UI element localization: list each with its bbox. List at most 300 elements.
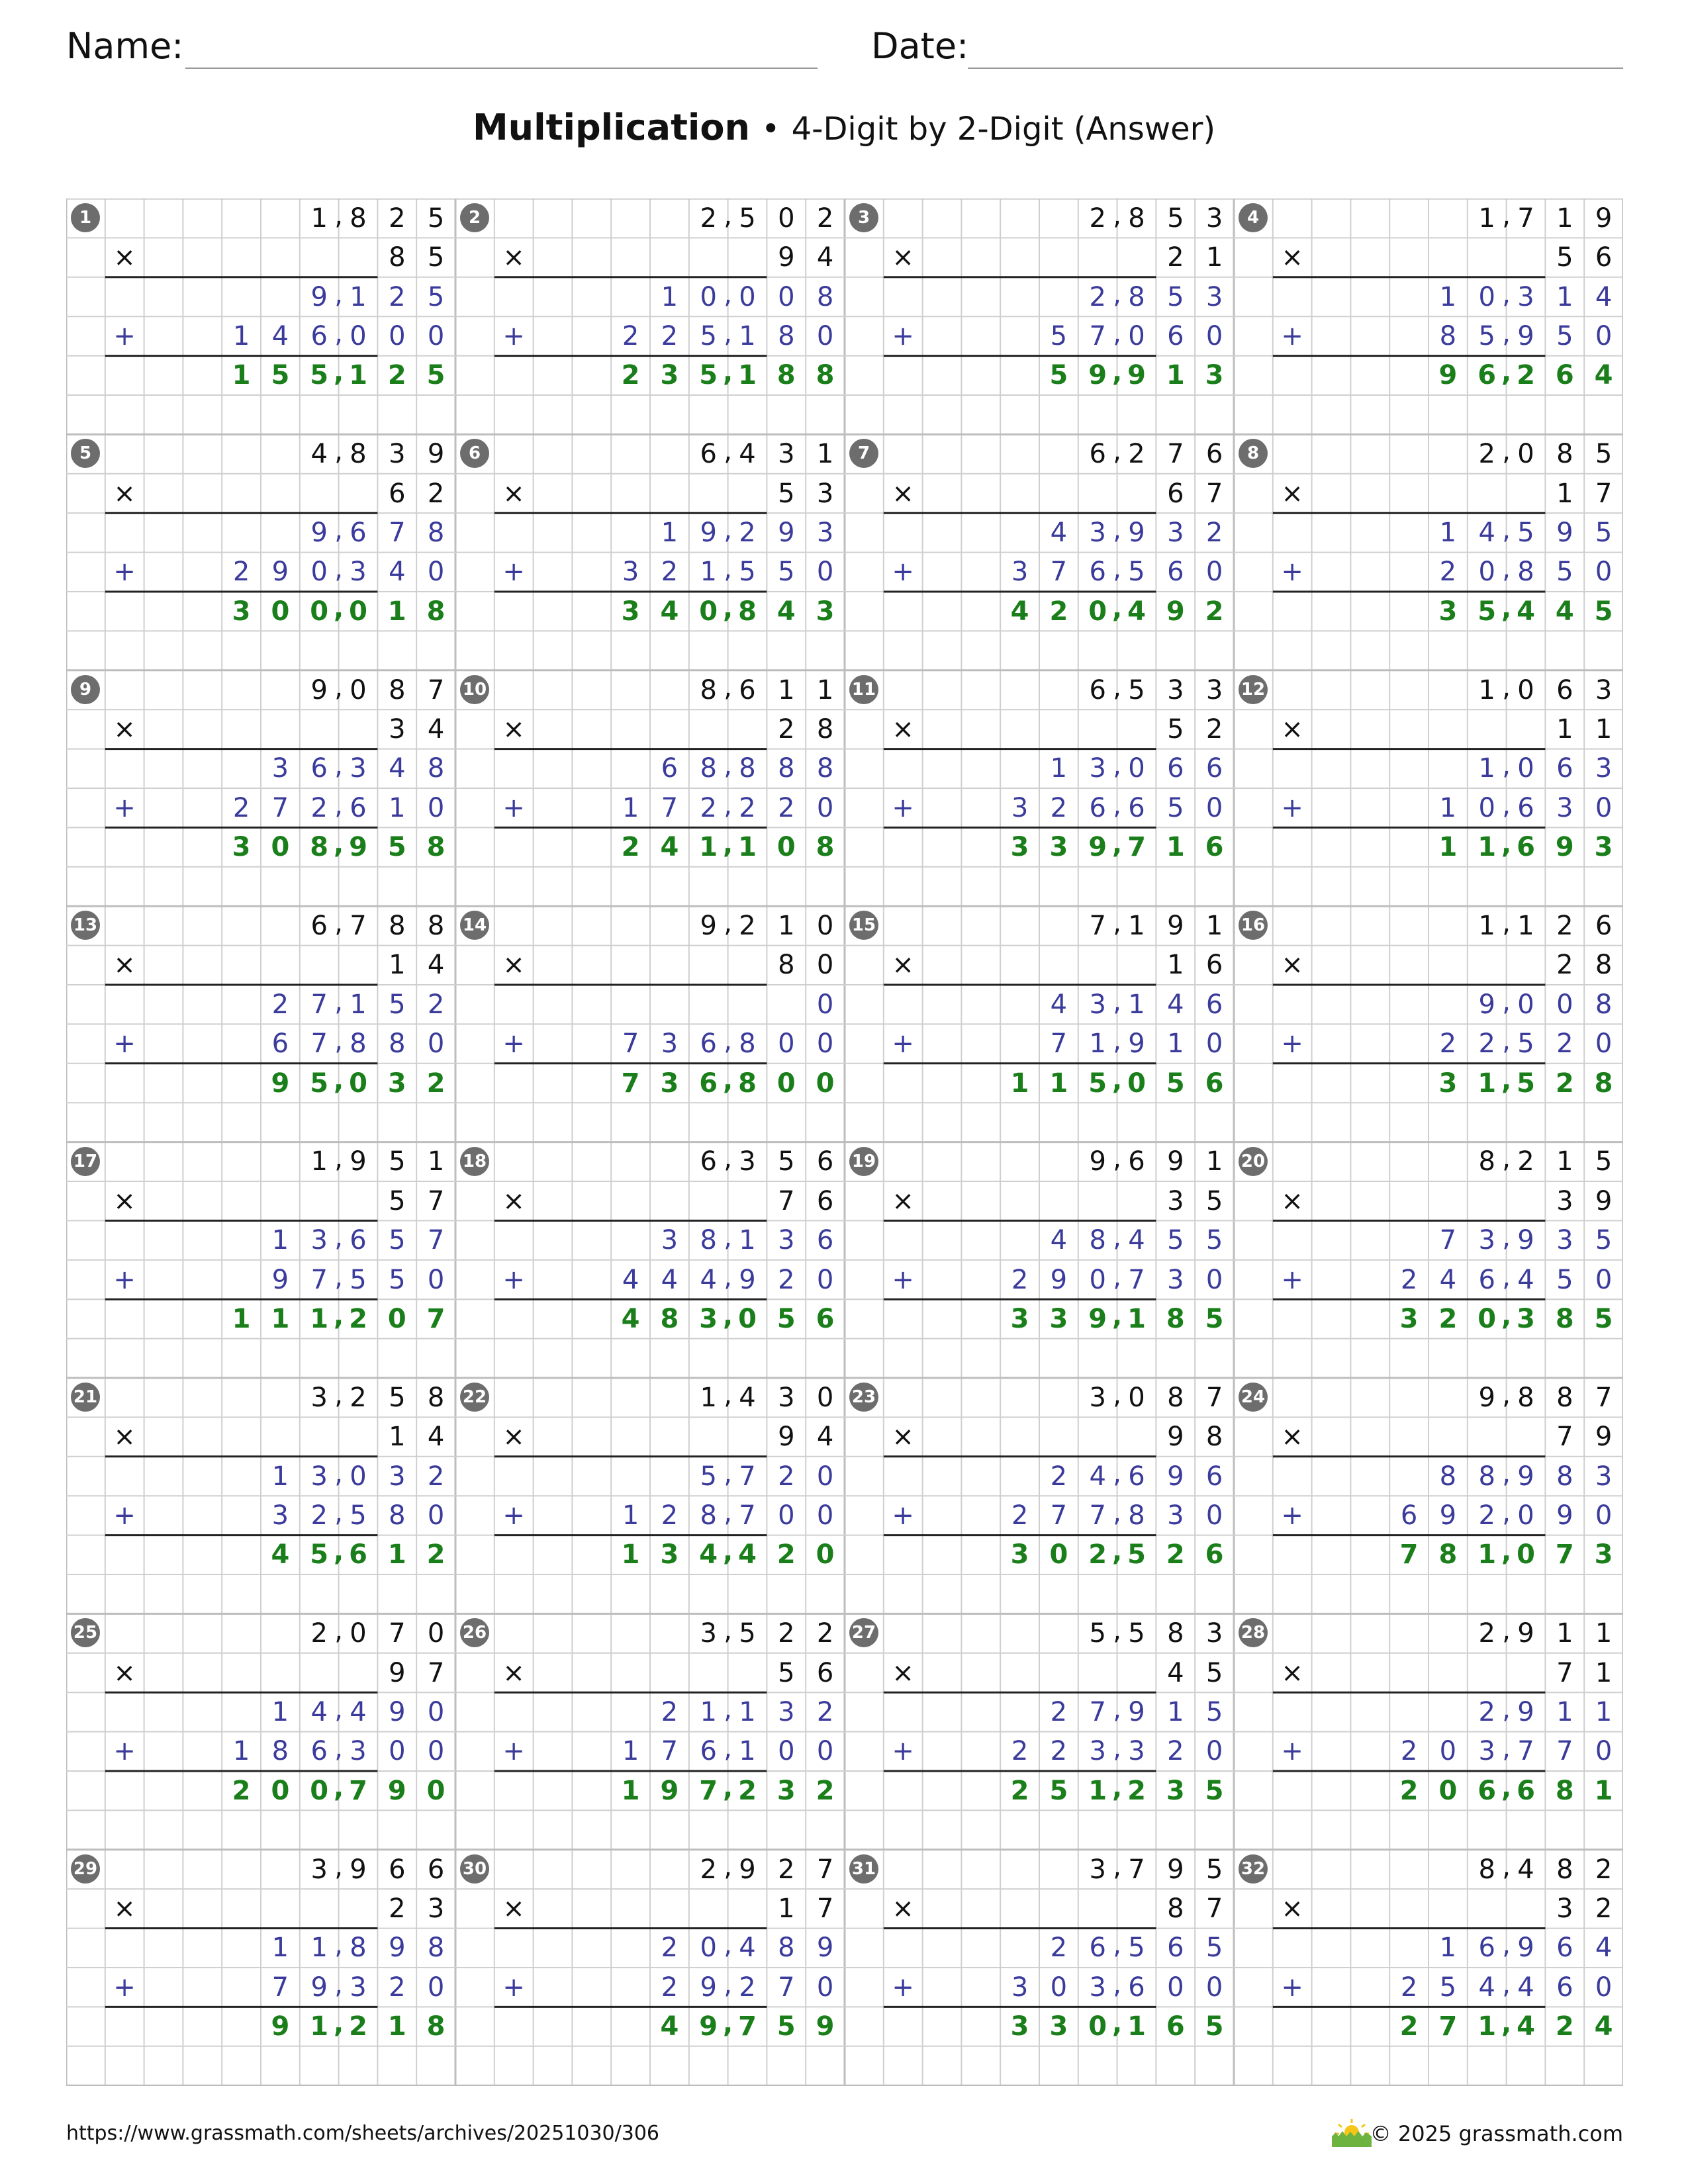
multiplier-digit: 8 [778, 950, 795, 981]
partial-product-1-digit: 2 [739, 517, 756, 548]
answer-digit: 2 [738, 1775, 757, 1806]
thousands-separator: , [724, 790, 732, 821]
answer-digit: 3 [232, 832, 251, 863]
partial-product-2-digit: 0 [427, 1500, 445, 1531]
answer-digit: 3 [1010, 2011, 1029, 2042]
answer-digit: 2 [1399, 1775, 1419, 1806]
partial-product-1-digit: 9 [1556, 517, 1573, 548]
partial-product-1-digit: 5 [389, 1225, 406, 1256]
multiplicand-digit: 9 [1517, 1618, 1534, 1649]
multiplier-digit: 6 [1205, 950, 1223, 981]
partial-product-1-digit: 9 [310, 281, 328, 312]
answer-digit: 6 [1205, 832, 1224, 863]
partial-product-1-digit: 3 [310, 1461, 328, 1492]
multiplicand-digit: 3 [1089, 1382, 1106, 1413]
thousands-separator: , [1113, 1930, 1121, 1961]
multiplicand-digit: 2 [1089, 203, 1106, 234]
multiplicand-digit: 6 [700, 439, 717, 470]
partial-product-1-digit: 5 [1595, 517, 1613, 548]
answer-digit: 0 [738, 1303, 757, 1334]
partial-product-2-digit: 7 [1517, 1736, 1534, 1767]
answer-digit: 2 [621, 360, 640, 391]
thousands-separator: , [1502, 986, 1511, 1017]
partial-product-2-digit: 0 [1205, 1736, 1223, 1767]
plus-sign: + [113, 1500, 136, 1531]
multiplicand-digit: 2 [778, 1618, 795, 1649]
multiplicand-digit: 9 [1167, 1854, 1184, 1885]
partial-product-2-digit: 3 [350, 1736, 367, 1767]
footer-url[interactable]: https://www.grassmath.com/sheets/archives/20251030/306 [66, 2122, 660, 2145]
answer-digit: 6 [1205, 1068, 1224, 1099]
partial-product-1-digit: 4 [739, 1933, 756, 1964]
partial-product-1-digit: 8 [816, 281, 834, 312]
thousands-separator: , [334, 436, 343, 467]
multiplier-digit: 8 [1205, 1422, 1223, 1453]
multiplicand-digit: 9 [1595, 203, 1613, 234]
partial-product-1-digit: 1 [1128, 989, 1145, 1020]
thousands-separator: , [722, 829, 733, 860]
partial-product-2-digit: 7 [1089, 320, 1106, 351]
thousands-separator: , [1111, 357, 1123, 388]
multiplicand-digit: 8 [427, 910, 445, 941]
partial-product-2-digit: 0 [816, 1028, 834, 1060]
partial-product-2-digit: 1 [622, 1736, 639, 1767]
partial-product-2-digit: 3 [1089, 1972, 1106, 2003]
answer-digit: 2 [1205, 596, 1224, 627]
partial-product-1-digit: 1 [739, 1225, 756, 1256]
partial-product-1-digit: 8 [1556, 1461, 1573, 1492]
partial-product-1-digit: 3 [1205, 281, 1223, 312]
partial-product-1-digit: 3 [1556, 1225, 1573, 1256]
multiplier-digit: 7 [1595, 478, 1613, 509]
partial-product-1-digit: 3 [389, 1461, 406, 1492]
partial-product-2-digit: 2 [1400, 1736, 1418, 1767]
multiplicand-digit: 8 [350, 203, 367, 234]
partial-product-1-digit: 6 [1167, 1933, 1184, 1964]
multiplier-digit: 9 [1167, 1422, 1184, 1453]
plus-sign: + [892, 1500, 914, 1531]
date-label: Date: [871, 25, 969, 67]
multiplier-digit: 1 [1595, 1657, 1613, 1688]
multiplicand-digit: 3 [310, 1854, 328, 1885]
answer-digit: 4 [1517, 596, 1535, 627]
partial-product-2-digit: 2 [622, 320, 639, 351]
answer-digit: 8 [1555, 1303, 1574, 1334]
multiplier-digit: 2 [1205, 713, 1223, 745]
answer-digit: 0 [387, 1303, 406, 1334]
partial-product-1-digit: 9 [1128, 1696, 1145, 1727]
thousands-separator: , [334, 1379, 343, 1410]
answer-digit: 3 [1166, 1775, 1185, 1806]
partial-product-2-digit: 6 [1128, 1972, 1145, 2003]
partial-product-2-digit: 4 [1439, 1264, 1457, 1295]
partial-product-2-digit: 6 [1089, 557, 1106, 588]
thousands-separator: , [1501, 2009, 1512, 2040]
partial-product-1-digit: 3 [1478, 1225, 1495, 1256]
partial-product-2-digit: 6 [700, 1736, 717, 1767]
answer-digit: 7 [1438, 2011, 1458, 2042]
partial-product-2-digit: 8 [1439, 320, 1457, 351]
partial-product-1-digit: 9 [389, 1696, 406, 1727]
answer-digit: 3 [816, 596, 835, 627]
plus-sign: + [1281, 557, 1303, 588]
partial-product-2-digit: 4 [271, 320, 289, 351]
partial-product-2-digit: 0 [1595, 557, 1613, 588]
answer-digit: 5 [426, 360, 445, 391]
partial-product-1-digit: 1 [271, 1225, 289, 1256]
partial-product-2-digit: 7 [1128, 1264, 1145, 1295]
multiplier-digit: 5 [389, 1185, 406, 1216]
thousands-separator: , [333, 357, 344, 388]
answer-digit: 1 [621, 1539, 640, 1570]
partial-product-1-digit: 0 [1556, 989, 1573, 1020]
thousands-separator: , [1501, 1300, 1512, 1332]
answer-digit: 1 [1477, 2011, 1497, 2042]
partial-product-2-digit: 2 [700, 792, 717, 823]
times-sign: × [502, 713, 525, 745]
multiplier-digit: 3 [427, 1893, 445, 1924]
answer-digit: 0 [1477, 1303, 1497, 1334]
thousands-separator: , [334, 554, 343, 585]
multiplier-digit: 8 [389, 242, 406, 273]
answer-digit: 8 [738, 596, 757, 627]
answer-digit: 5 [1205, 1303, 1224, 1334]
partial-product-1-digit: 5 [1205, 1225, 1223, 1256]
partial-product-1-digit: 9 [816, 1933, 834, 1964]
thousands-separator: , [334, 751, 343, 782]
partial-product-1-digit: 8 [700, 753, 717, 784]
partial-product-2-digit: 2 [661, 557, 679, 588]
answer-digit: 3 [232, 596, 251, 627]
partial-product-1-digit: 5 [700, 1461, 717, 1492]
times-sign: × [113, 1422, 136, 1453]
partial-product-2-digit: 3 [1556, 792, 1573, 823]
thousands-separator: , [334, 1261, 343, 1293]
multiplicand-digit: 8 [389, 674, 406, 705]
answer-digit: 0 [776, 832, 796, 863]
partial-product-2-digit: 5 [350, 1264, 367, 1295]
partial-product-2-digit: 0 [1595, 1500, 1613, 1531]
thousands-separator: , [724, 436, 732, 467]
times-sign: × [113, 1185, 136, 1216]
answer-digit: 0 [1049, 1539, 1068, 1570]
partial-product-1-digit: 2 [1478, 1696, 1495, 1727]
multiplier-digit: 3 [1556, 1185, 1573, 1216]
multiplier-digit: 6 [816, 1185, 834, 1216]
multiplier-digit: 7 [778, 1185, 795, 1216]
partial-product-2-digit: 2 [778, 792, 795, 823]
answer-digit: 3 [1049, 1303, 1068, 1334]
partial-product-2-digit: 2 [739, 792, 756, 823]
multiplicand-digit: 9 [427, 439, 445, 470]
answer-digit: 9 [699, 2011, 718, 2042]
partial-product-2-digit: 1 [389, 792, 406, 823]
plus-sign: + [892, 1736, 914, 1767]
answer-digit: 6 [699, 1068, 718, 1099]
answer-digit: 4 [271, 1539, 290, 1570]
times-sign: × [892, 242, 914, 273]
date-line[interactable] [968, 68, 1623, 69]
thousands-separator: , [724, 1733, 732, 1764]
times-sign: × [892, 713, 914, 745]
multiplicand-digit: 5 [1595, 1146, 1613, 1177]
multiplier-digit: 1 [389, 950, 406, 981]
answer-digit: 5 [310, 360, 329, 391]
partial-product-2-digit: 8 [778, 320, 795, 351]
problem-number-badge: 7 [849, 439, 878, 468]
multiplicand-digit: 8 [1556, 1854, 1573, 1885]
times-sign: × [502, 1657, 525, 1688]
multiplier-digit: 2 [1556, 950, 1573, 981]
answer-digit: 2 [1088, 1539, 1107, 1570]
partial-product-2-digit: 0 [1439, 1736, 1457, 1767]
partial-product-1-digit: 3 [350, 753, 367, 784]
partial-product-2-digit: 2 [1556, 1028, 1573, 1060]
partial-product-1-digit: 3 [1167, 517, 1184, 548]
problem-number-badge: 18 [460, 1147, 489, 1176]
partial-product-2-digit: 2 [389, 1972, 406, 2003]
partial-product-1-digit: 1 [739, 1696, 756, 1727]
multiplicand-digit: 8 [1478, 1146, 1495, 1177]
multiplicand-digit: 7 [1205, 1382, 1223, 1413]
answer-digit: 8 [1594, 1068, 1613, 1099]
answer-digit: 4 [1594, 360, 1613, 391]
multiplicand-digit: 7 [816, 1854, 834, 1885]
partial-product-1-digit: 1 [350, 989, 367, 1020]
partial-product-2-digit: 0 [1205, 1028, 1223, 1060]
partial-product-1-digit: 6 [350, 1225, 367, 1256]
partial-product-2-digit: 2 [1400, 1972, 1418, 2003]
answer-digit: 0 [699, 596, 718, 627]
answer-digit: 5 [1049, 360, 1068, 391]
partial-product-1-digit: 3 [816, 517, 834, 548]
times-sign: × [892, 1657, 914, 1688]
multiplier-digit: 7 [427, 1657, 445, 1688]
thousands-separator: , [334, 1694, 343, 1725]
partial-product-2-digit: 2 [1011, 1736, 1029, 1767]
multiplicand-digit: 8 [1517, 1382, 1534, 1413]
plus-sign: + [113, 792, 136, 823]
answer-digit: 3 [1010, 1303, 1029, 1334]
partial-product-2-digit: 5 [1556, 1264, 1573, 1295]
partial-product-2-digit: 0 [816, 557, 834, 588]
thousands-separator: , [1501, 357, 1512, 388]
partial-product-1-digit: 4 [350, 1696, 367, 1727]
partial-product-1-digit: 3 [778, 1225, 795, 1256]
answer-digit: 3 [1010, 1539, 1029, 1570]
partial-product-1-digit: 1 [1167, 1696, 1184, 1727]
partial-product-2-digit: 5 [1050, 320, 1068, 351]
thousands-separator: , [722, 1772, 733, 1803]
multiplier-digit: 7 [1556, 1657, 1573, 1688]
answer-digit: 3 [1049, 2011, 1068, 2042]
partial-product-1-digit: 9 [389, 1933, 406, 1964]
answer-digit: 3 [660, 1068, 679, 1099]
multiplier-digit: 1 [389, 1422, 406, 1453]
thousands-separator: , [724, 1497, 732, 1528]
partial-product-1-digit: 6 [1556, 753, 1573, 784]
problem-number-badge: 11 [849, 675, 878, 704]
partial-product-1-digit: 5 [389, 989, 406, 1020]
answer-digit: 2 [1166, 1539, 1185, 1570]
multiplier-digit: 9 [389, 1657, 406, 1688]
thousands-separator: , [334, 790, 343, 821]
thousands-separator: , [724, 279, 732, 310]
partial-product-2-digit: 0 [1167, 1972, 1184, 2003]
answer-digit: 5 [699, 360, 718, 391]
multiplicand-digit: 3 [1089, 1854, 1106, 1885]
partial-product-2-digit: 2 [1011, 1264, 1029, 1295]
answer-digit: 2 [1517, 360, 1535, 391]
partial-product-1-digit: 9 [1517, 1225, 1534, 1256]
thousands-separator: , [1502, 1222, 1511, 1253]
multiplicand-digit: 1 [1205, 910, 1223, 941]
answer-digit: 2 [1399, 2011, 1419, 2042]
thousands-separator: , [724, 1222, 732, 1253]
answer-digit: 2 [776, 1539, 796, 1570]
thousands-separator: , [333, 1300, 344, 1332]
times-sign: × [502, 242, 525, 273]
answer-digit: 1 [1166, 832, 1185, 863]
problem-number-badge: 24 [1239, 1383, 1268, 1412]
partial-product-1-digit: 0 [700, 281, 717, 312]
partial-product-2-digit: 2 [1439, 557, 1457, 588]
plus-sign: + [892, 557, 914, 588]
problem-grid [66, 199, 1623, 2086]
partial-product-1-digit: 3 [1089, 753, 1106, 784]
plus-sign: + [502, 1500, 525, 1531]
partial-product-2-digit: 7 [661, 792, 679, 823]
answer-digit: 0 [349, 1068, 367, 1099]
answer-digit: 5 [1477, 596, 1497, 627]
partial-product-2-digit: 6 [1167, 320, 1184, 351]
partial-product-2-digit: 5 [350, 1500, 367, 1531]
answer-digit: 5 [1127, 1539, 1146, 1570]
partial-product-2-digit: 3 [1167, 1500, 1184, 1531]
multiplicand-digit: 7 [1089, 910, 1106, 941]
thousands-separator: , [1501, 829, 1512, 860]
plus-sign: + [502, 792, 525, 823]
partial-product-1-digit: 8 [1089, 1225, 1106, 1256]
answer-digit: 0 [271, 1775, 290, 1806]
multiplicand-digit: 3 [1595, 674, 1613, 705]
problem-number-badge: 23 [849, 1383, 878, 1412]
multiplier-digit: 3 [1167, 1185, 1184, 1216]
answer-digit: 2 [349, 1303, 367, 1334]
partial-product-1-digit: 1 [661, 281, 679, 312]
partial-product-2-digit: 0 [427, 557, 445, 588]
partial-product-2-digit: 6 [310, 1736, 328, 1767]
partial-product-1-digit: 7 [1439, 1225, 1457, 1256]
partial-product-2-digit: 0 [1089, 1264, 1106, 1295]
thousands-separator: , [334, 200, 343, 231]
multiplicand-digit: 8 [1556, 1382, 1573, 1413]
partial-product-2-digit: 9 [739, 1264, 756, 1295]
partial-product-2-digit: 0 [350, 320, 367, 351]
thousands-separator: , [722, 357, 733, 388]
problem-number-badge: 2 [460, 203, 489, 232]
answer-digit: 2 [1555, 2011, 1574, 2042]
answer-digit: 5 [776, 1303, 796, 1334]
plus-sign: + [1281, 320, 1303, 351]
multiplicand-digit: 0 [350, 674, 367, 705]
answer-digit: 9 [387, 1775, 406, 1806]
thousands-separator: , [334, 1222, 343, 1253]
thousands-separator: , [333, 1537, 344, 1568]
multiplicand-digit: 1 [1128, 910, 1145, 941]
plus-sign: + [892, 320, 914, 351]
multiplicand-digit: 2 [816, 1618, 834, 1649]
answer-digit: 4 [1594, 2011, 1613, 2042]
partial-product-1-digit: 9 [778, 517, 795, 548]
answer-digit: 4 [1517, 2011, 1535, 2042]
thousands-separator: , [1113, 200, 1121, 231]
answer-digit: 4 [621, 1303, 640, 1334]
problem-number-badge: 32 [1239, 1854, 1268, 1884]
partial-product-2-digit: 3 [1128, 1736, 1145, 1767]
multiplicand-digit: 6 [1128, 1146, 1145, 1177]
multiplier-digit: 7 [427, 1185, 445, 1216]
multiplicand-digit: 9 [739, 1854, 756, 1885]
answer-digit: 9 [1088, 360, 1107, 391]
partial-product-1-digit: 3 [271, 753, 289, 784]
partial-product-2-digit: 8 [271, 1736, 289, 1767]
partial-product-1-digit: 0 [1517, 989, 1534, 1020]
answer-digit: 7 [1399, 1539, 1419, 1570]
multiplicand-digit: 3 [700, 1618, 717, 1649]
thousands-separator: , [1113, 1733, 1121, 1764]
answer-digit: 7 [426, 1303, 445, 1334]
partial-product-2-digit: 0 [816, 320, 834, 351]
times-sign: × [1281, 478, 1303, 509]
multiplicand-digit: 3 [1205, 1618, 1223, 1649]
problem-number-badge: 5 [71, 439, 100, 468]
answer-digit: 8 [738, 1068, 757, 1099]
partial-product-2-digit: 4 [700, 1264, 717, 1295]
plus-sign: + [502, 320, 525, 351]
multiplier-digit: 2 [778, 713, 795, 745]
answer-digit: 5 [1088, 1068, 1107, 1099]
multiplier-digit: 4 [1167, 1657, 1184, 1688]
times-sign: × [113, 713, 136, 745]
answer-digit: 2 [232, 1775, 251, 1806]
partial-product-1-digit: 7 [310, 989, 328, 1020]
plus-sign: + [1281, 1736, 1303, 1767]
partial-product-2-digit: 2 [1050, 1736, 1068, 1767]
thousands-separator: , [724, 514, 732, 545]
thousands-separator: , [1502, 279, 1511, 310]
partial-product-1-digit: 4 [1167, 989, 1184, 1020]
partial-product-1-digit: 9 [1517, 1696, 1534, 1727]
answer-digit: 2 [816, 1775, 835, 1806]
partial-product-2-digit: 4 [389, 557, 406, 588]
thousands-separator: , [334, 1615, 343, 1647]
name-line[interactable] [185, 68, 818, 69]
times-sign: × [892, 1185, 914, 1216]
multiplier-digit: 0 [816, 950, 834, 981]
footer-copyright: © 2025 grassmath.com [1370, 2121, 1623, 2146]
multiplier-digit: 8 [1595, 950, 1613, 981]
multiplicand-digit: 6 [1205, 439, 1223, 470]
partial-product-2-digit: 1 [1439, 792, 1457, 823]
partial-product-2-digit: 6 [1128, 792, 1145, 823]
answer-digit: 4 [660, 832, 679, 863]
multiplicand-digit: 2 [1128, 439, 1145, 470]
partial-product-2-digit: 2 [1050, 792, 1068, 823]
multiplicand-digit: 1 [1517, 910, 1534, 941]
multiplicand-digit: 3 [389, 439, 406, 470]
thousands-separator: , [334, 1851, 343, 1882]
